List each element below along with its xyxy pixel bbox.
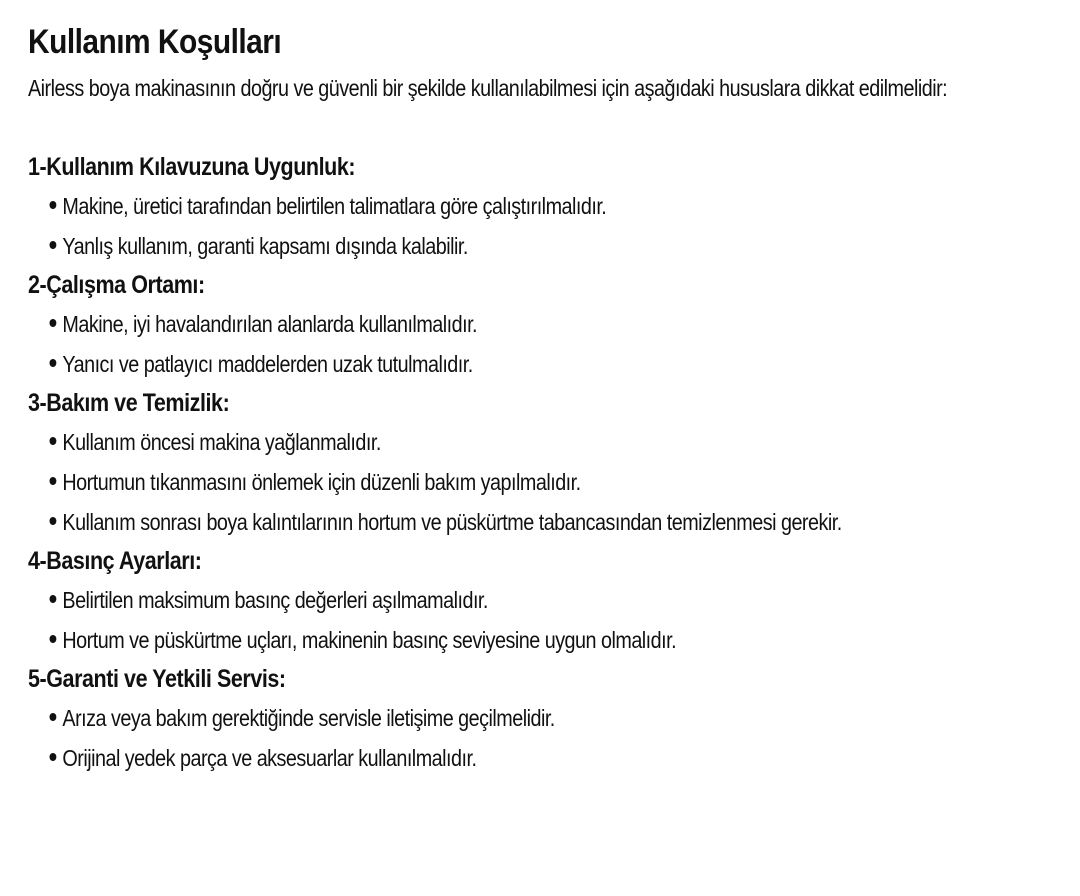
list-item [28,186,922,226]
list-item-text: Orijinal yedek parça ve aksesuarlar kullanılmalıdır. [62,745,477,771]
section-heading: 2-Çalışma Ortamı: [28,271,205,299]
list-item-text: Yanlış kullanım, garanti kapsamı dışında kalabilir. [62,233,468,259]
bullet-icon [50,359,57,367]
list-item [28,422,922,462]
list-item [28,580,922,620]
list-item-text: Yanıcı ve patlayıcı maddelerden uzak tutulmalıdır. [62,351,473,377]
list-item-text: Hortum ve püskürtme uçları, makinenin basınç seviyesine uygun olmalıdır. [62,627,677,653]
list-item-text: Kullanım öncesi makina yağlanmalıdır. [62,429,381,455]
bullet-icon [50,201,57,209]
list-item [28,698,922,738]
section-heading: 1-Kullanım Kılavuzuna Uygunluk: [28,153,356,181]
bullet-icon [50,517,57,525]
section-maintenance [28,384,1068,542]
bullet-icon [50,477,57,485]
bullet-icon [50,241,57,249]
section-heading: 4-Basınç Ayarları: [28,547,202,575]
bullet-icon [50,635,57,643]
list-item [28,462,922,502]
list-item [28,620,922,660]
list-item [28,304,922,344]
section-heading: 5-Garanti ve Yetkili Servis: [28,665,286,693]
list-item-text: Belirtilen maksimum basınç değerleri aşılmamalıdır. [62,587,488,613]
bullet-list [28,422,1068,542]
list-item [28,344,922,384]
terms-document [28,18,1068,778]
bullet-icon [50,713,57,721]
list-item [28,502,922,542]
bullet-icon [50,437,57,445]
section-heading: 3-Bakım ve Temizlik: [28,389,230,417]
list-item [28,738,922,778]
list-item-text: Arıza veya bakım gerektiğinde servisle iletişime geçilmelidir. [62,705,555,731]
section-work-environment [28,266,1068,384]
bullet-list [28,186,1068,266]
list-item [28,226,922,266]
list-item-text: Kullanım sonrası boya kalıntılarının hortum ve püskürtme tabancasından temizlenmesi gerekir. [62,509,842,535]
list-item-text: Hortumun tıkanmasını önlemek için düzenli bakım yapılmalıdır. [62,469,581,495]
bullet-list [28,698,1068,778]
bullet-icon [50,753,57,761]
bullet-icon [50,595,57,603]
section-pressure-settings [28,542,1068,660]
intro-paragraph: Airless boya makinasının doğru ve güvenli bir şekilde kullanılabilmesi için aşağıdaki hususlara dikkat edilmelidir: [28,75,948,101]
page-title: Kullanım Koşulları [28,23,282,61]
bullet-list [28,580,1068,660]
bullet-icon [50,319,57,327]
list-item-text: Makine, üretici tarafından belirtilen talimatlara göre çalıştırılmalıdır. [62,193,607,219]
bullet-list [28,304,1068,384]
sections-list [28,148,1068,778]
list-item-text: Makine, iyi havalandırılan alanlarda kullanılmalıdır. [62,311,478,337]
section-warranty-service [28,660,1068,778]
section-usage-manual [28,148,1068,266]
